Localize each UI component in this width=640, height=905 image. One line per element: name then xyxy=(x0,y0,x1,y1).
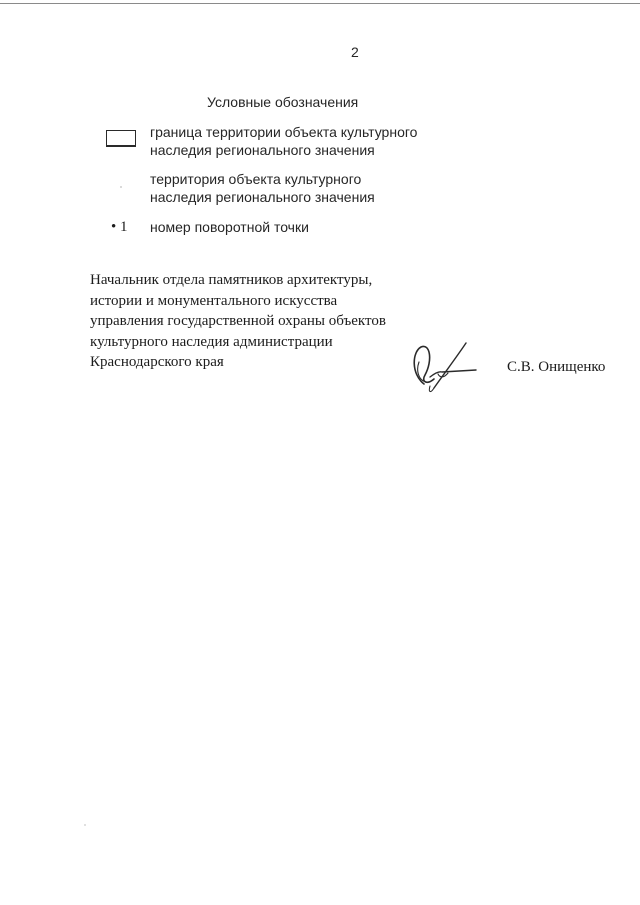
signer-name: С.В. Онищенко xyxy=(507,359,606,375)
legend-item-turning-point xyxy=(150,218,309,236)
boundary-box-icon xyxy=(106,130,136,147)
handwritten-signature xyxy=(404,340,480,396)
signer-position-line: истории и монументального искусства xyxy=(90,292,338,309)
territory-fill-icon xyxy=(120,186,122,188)
legend-item-line: граница территории объекта культурного xyxy=(150,124,418,140)
page-number: 2 xyxy=(351,44,359,60)
legend-item-line: территория объекта культурного xyxy=(150,171,362,187)
signer-position xyxy=(90,270,386,373)
legend-item-line: наследия регионального значения xyxy=(150,188,375,205)
legend-item-line: наследия регионального значения xyxy=(150,142,375,158)
legend-item-boundary xyxy=(150,123,417,159)
legend-title: Условные обозначения xyxy=(207,94,359,110)
signer-position-line: управления государственной охраны объектов xyxy=(90,313,386,329)
point-marker-icon: • 1 xyxy=(111,219,128,235)
signer-position-line: культурного наследия администрации xyxy=(90,333,333,350)
signer-position-line: Начальник отдела памятников архитектуры, xyxy=(90,272,373,288)
scan-edge-line xyxy=(0,3,640,4)
signer-position-line: Краснодарского края xyxy=(90,354,224,370)
scan-speck xyxy=(84,824,86,826)
legend-item-line: номер поворотной точки xyxy=(150,219,309,235)
legend-item-territory xyxy=(150,171,375,206)
